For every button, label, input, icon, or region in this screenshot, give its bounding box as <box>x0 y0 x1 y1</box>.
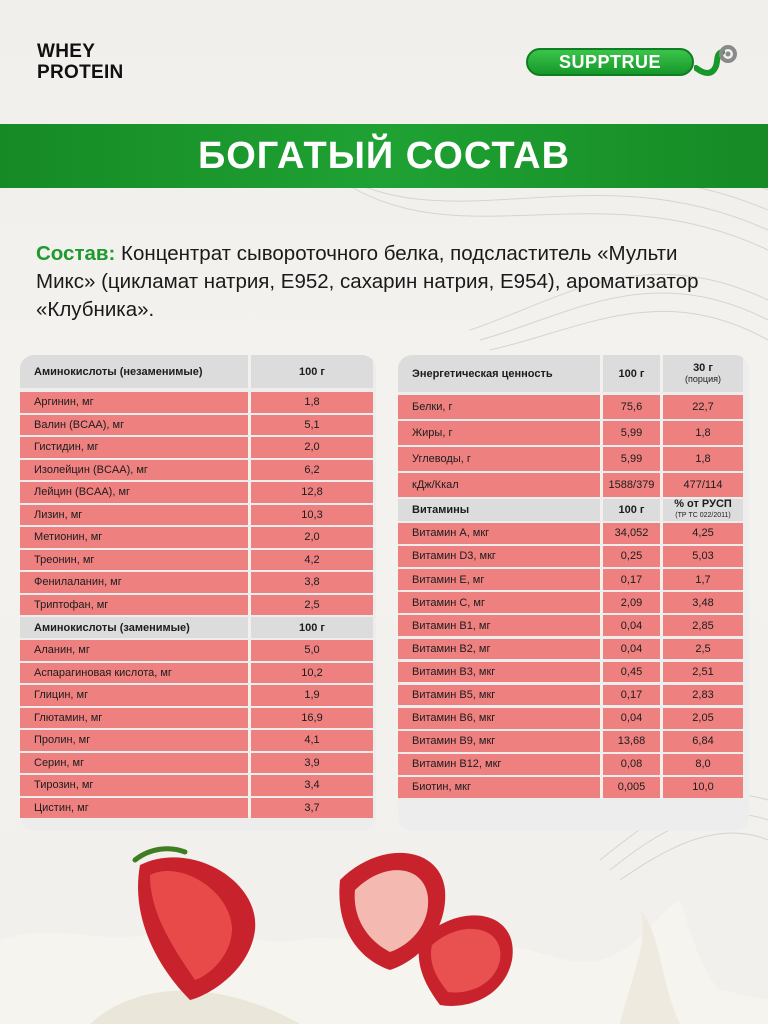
amino-name: Изолейцин (BCAA), мг <box>20 460 248 481</box>
vitamin-name: Витамин C, мг <box>398 592 600 613</box>
amino-name: Тирозин, мг <box>20 775 248 796</box>
vitamin-value-percent: 2,83 <box>660 685 743 706</box>
vitamin-value-100g: 0,17 <box>600 685 660 706</box>
amino-name: Треонин, мг <box>20 550 248 571</box>
product-title-line2: PROTEIN <box>37 62 124 83</box>
brand-logo-text: SUPPTRUE <box>526 48 694 76</box>
amino-value: 5,1 <box>248 415 373 436</box>
vitamin-value-percent: 10,0 <box>660 777 743 798</box>
product-title-line1: WHEY <box>37 41 96 62</box>
vitamin-value-percent: 2,5 <box>660 639 743 660</box>
amino-value: 1,9 <box>248 685 373 706</box>
vitamin-value-100g: 0,04 <box>600 615 660 636</box>
table-row <box>20 730 376 751</box>
amino-value: 4,1 <box>248 730 373 751</box>
amino-value: 3,9 <box>248 753 373 774</box>
vitamin-value-100g: 0,08 <box>600 754 660 775</box>
vitamin-value-percent: 6,84 <box>660 731 743 752</box>
vitamins-header-col1: 100 г <box>600 499 660 521</box>
table-row <box>398 447 749 471</box>
energy-value-100g: 75,6 <box>600 395 660 419</box>
vitamin-name: Витамин B2, мг <box>398 639 600 660</box>
vitamin-value-percent: 5,03 <box>660 546 743 567</box>
amino-name: Аспарагиновая кислота, мг <box>20 663 248 684</box>
amino-name: Аргинин, мг <box>20 392 248 413</box>
table-row <box>398 662 749 683</box>
energy-value-100g: 5,99 <box>600 421 660 445</box>
nonessential-header-label: Аминокислоты (заменимые) <box>20 617 248 638</box>
amino-name: Гистидин, мг <box>20 437 248 458</box>
composition-text <box>36 240 726 324</box>
amino-value: 6,2 <box>248 460 373 481</box>
amino-name: Метионин, мг <box>20 527 248 548</box>
vitamin-value-percent: 2,05 <box>660 708 743 729</box>
composition-label: Состав: <box>36 242 116 265</box>
energy-name: Жиры, г <box>398 421 600 445</box>
amino-acids-table <box>20 355 376 831</box>
section-banner <box>0 124 768 188</box>
vitamins-header-row <box>398 499 749 521</box>
amino-value: 10,3 <box>248 505 373 526</box>
nutrition-table <box>398 355 749 831</box>
energy-value-serving: 22,7 <box>660 395 743 419</box>
table-row <box>398 708 749 729</box>
amino-name: Цистин, мг <box>20 798 248 819</box>
vitamin-name: Витамин A, мкг <box>398 523 600 544</box>
table-row <box>20 798 376 819</box>
vitamin-name: Витамин B5, мкг <box>398 685 600 706</box>
table-row <box>398 731 749 752</box>
brand-logo <box>526 44 736 84</box>
energy-name: кДж/Ккал <box>398 473 600 497</box>
vitamin-value-100g: 0,45 <box>600 662 660 683</box>
strawberries-milk-image <box>0 820 768 1024</box>
table-row <box>398 421 749 445</box>
vitamin-name: Витамин B3, мкг <box>398 662 600 683</box>
amino-name: Пролин, мг <box>20 730 248 751</box>
table-row <box>398 569 749 590</box>
energy-col2-title: 30 г <box>693 361 713 374</box>
amino-name: Серин, мг <box>20 753 248 774</box>
amino-value: 10,2 <box>248 663 373 684</box>
composition-body: Концентрат сывороточного белка, подсластитель «Мульти Микс» (цикламат натрия, E952, сахарин натрия, E954), ароматизатор «Клубника». <box>36 242 699 321</box>
energy-header-col1: 100 г <box>600 355 660 392</box>
vitamin-name: Витамин E, мг <box>398 569 600 590</box>
amino-name: Лейцин (BCAA), мг <box>20 482 248 503</box>
amino-value: 2,0 <box>248 437 373 458</box>
energy-value-100g: 5,99 <box>600 447 660 471</box>
amino-name: Фенилаланин, мг <box>20 572 248 593</box>
amino-value: 1,8 <box>248 392 373 413</box>
table-row <box>398 685 749 706</box>
energy-col2-sub: (порция) <box>685 373 721 384</box>
table-row <box>398 777 749 798</box>
energy-value-serving: 1,8 <box>660 447 743 471</box>
amino-name: Глютамин, мг <box>20 708 248 729</box>
vitamin-value-percent: 3,48 <box>660 592 743 613</box>
table-row <box>20 663 376 684</box>
amino-value: 5,0 <box>248 640 373 661</box>
table-row <box>398 592 749 613</box>
essential-header-label: Аминокислоты (незаменимые) <box>20 355 248 388</box>
vitamins-col2-title: % от РУСП <box>674 498 732 510</box>
amino-name: Лизин, мг <box>20 505 248 526</box>
amino-value: 2,0 <box>248 527 373 548</box>
nonessential-header-row <box>20 617 376 638</box>
table-row <box>20 505 376 526</box>
table-row <box>398 754 749 775</box>
vitamin-name: Витамин D3, мкг <box>398 546 600 567</box>
table-row <box>20 640 376 661</box>
vitamin-value-100g: 0,005 <box>600 777 660 798</box>
amino-value: 12,8 <box>248 482 373 503</box>
table-row <box>20 482 376 503</box>
table-row <box>20 415 376 436</box>
banner-title: БОГАТЫЙ СОСТАВ <box>197 134 571 177</box>
vitamin-value-100g: 0,04 <box>600 639 660 660</box>
amino-name: Аланин, мг <box>20 640 248 661</box>
amino-value: 4,2 <box>248 550 373 571</box>
table-row <box>20 685 376 706</box>
energy-value-serving: 1,8 <box>660 421 743 445</box>
table-row <box>20 437 376 458</box>
energy-value-100g: 1588/379 <box>600 473 660 497</box>
table-row <box>20 572 376 593</box>
vitamin-value-100g: 0,25 <box>600 546 660 567</box>
amino-value: 3,4 <box>248 775 373 796</box>
amino-name: Глицин, мг <box>20 685 248 706</box>
vitamin-value-100g: 34,052 <box>600 523 660 544</box>
amino-name: Триптофан, мг <box>20 595 248 616</box>
table-row <box>398 523 749 544</box>
table-row <box>398 639 749 660</box>
vitamin-name: Биотин, мкг <box>398 777 600 798</box>
vitamins-header-label: Витамины <box>398 499 600 521</box>
vitamin-name: Витамин B1, мг <box>398 615 600 636</box>
energy-value-serving: 477/114 <box>660 473 743 497</box>
amino-value: 2,5 <box>248 595 373 616</box>
vitamin-value-percent: 4,25 <box>660 523 743 544</box>
vitamin-value-percent: 2,85 <box>660 615 743 636</box>
table-row <box>398 473 749 497</box>
energy-name: Белки, г <box>398 395 600 419</box>
vitamins-col2-sub: (ТР ТС 022/2011) <box>675 512 731 519</box>
table-row <box>398 615 749 636</box>
amino-name: Валин (BCAA), мг <box>20 415 248 436</box>
energy-header-row <box>398 355 749 392</box>
energy-header-label: Энергетическая ценность <box>398 355 600 392</box>
vitamin-name: Витамин B9, мкг <box>398 731 600 752</box>
table-row <box>398 395 749 419</box>
vitamin-value-100g: 13,68 <box>600 731 660 752</box>
table-row <box>20 753 376 774</box>
table-row <box>20 775 376 796</box>
nonessential-header-col: 100 г <box>248 617 373 638</box>
amino-value: 3,8 <box>248 572 373 593</box>
table-row <box>398 546 749 567</box>
vitamin-value-percent: 1,7 <box>660 569 743 590</box>
table-row <box>20 708 376 729</box>
amino-value: 16,9 <box>248 708 373 729</box>
vitamin-name: Витамин B12, мкг <box>398 754 600 775</box>
essential-header-col: 100 г <box>248 355 373 388</box>
product-title <box>37 41 124 83</box>
energy-name: Углеводы, г <box>398 447 600 471</box>
table-row <box>20 595 376 616</box>
logo-knot-icon <box>694 44 738 84</box>
vitamin-name: Витамин B6, мкг <box>398 708 600 729</box>
table-row <box>20 392 376 413</box>
vitamin-value-100g: 2,09 <box>600 592 660 613</box>
vitamin-value-100g: 0,04 <box>600 708 660 729</box>
energy-header-col2 <box>660 355 743 392</box>
essential-header-row <box>20 355 376 388</box>
vitamin-value-percent: 8,0 <box>660 754 743 775</box>
vitamin-value-percent: 2,51 <box>660 662 743 683</box>
table-row <box>20 550 376 571</box>
vitamin-value-100g: 0,17 <box>600 569 660 590</box>
table-row <box>20 527 376 548</box>
amino-value: 3,7 <box>248 798 373 819</box>
vitamins-header-col2 <box>660 499 743 521</box>
table-row <box>20 460 376 481</box>
